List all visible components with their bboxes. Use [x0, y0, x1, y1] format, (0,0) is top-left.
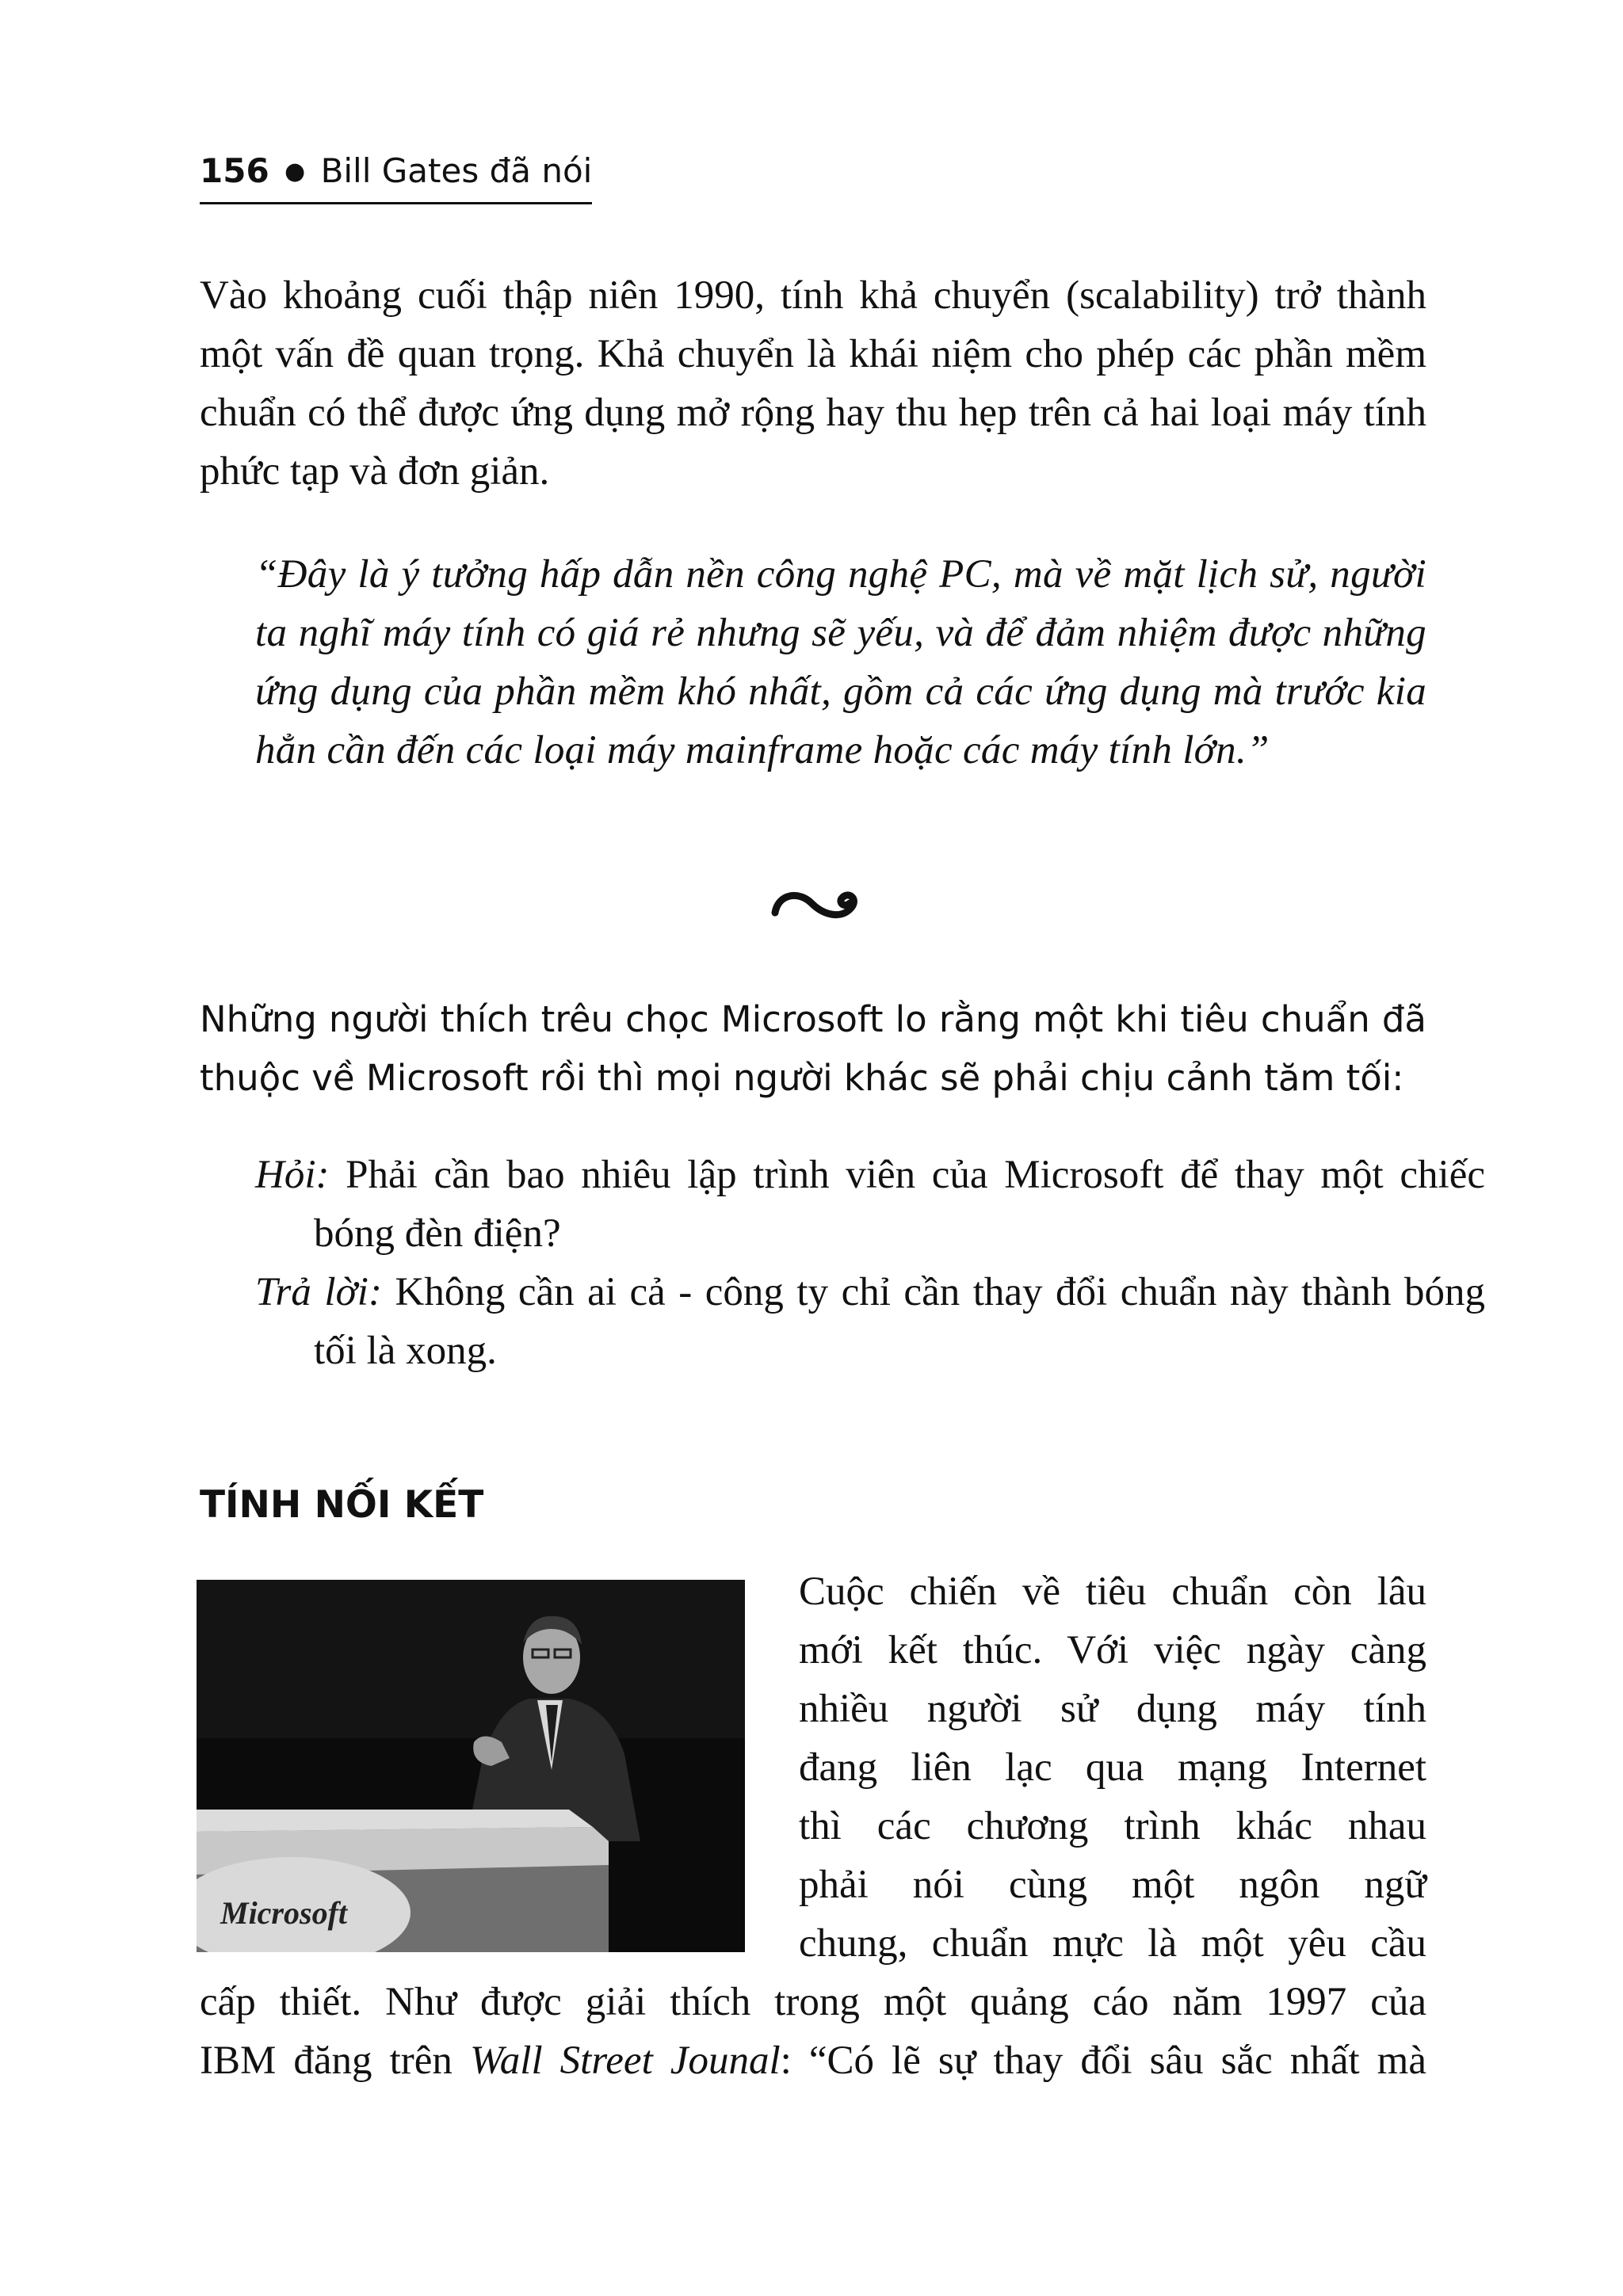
question-label: Hỏi: [255, 1153, 330, 1197]
answer-text: Không cần ai cả - công ty chỉ cần thay đổi chuẩn này thành bóng tối là xong. [314, 1270, 1486, 1373]
continued-line [200, 2031, 1426, 2090]
paragraph-connectivity-wrapped [799, 1562, 1426, 1973]
continued-text: IBM đăng trên [200, 2039, 470, 2083]
joke-answer [255, 1263, 1485, 1380]
wrapped-line: thì các chương trình khác nhau [799, 1804, 1426, 1848]
paragraph-scalability: Vào khoảng cuối thập niên 1990, tính khả chuyển (scalability) trở thành một vấn đề quan trọng. Khả chuyển là khái niệm cho phép các phần mềm chuẩn có thể được ứng dụng mở rộng hay thu hẹp trên cả hai loại máy tính phức tạp và đơn giản. [200, 273, 1426, 494]
wrapped-line: mới kết thúc. Với việc ngày càng [799, 1628, 1426, 1672]
wrapped-line: chung, chuẩn mực là một yêu cầu [799, 1921, 1426, 1966]
podium-logo-text: Microsoft [220, 1895, 347, 1931]
wrapped-line: Cuộc chiến về tiêu chuẩn còn lâu [799, 1569, 1426, 1614]
wrapped-line: nhiều người sử dụng máy tính [799, 1687, 1426, 1731]
section-heading: TÍNH NỐI KẾT [200, 1483, 484, 1527]
paragraph-connectivity-continued [200, 1973, 1426, 2090]
question-text: Phải cần bao nhiêu lập trình viên của Microsoft để thay một chiếc bóng đèn điện? [314, 1153, 1485, 1256]
swirl-ornament-icon [769, 879, 872, 927]
block-quote: “Đây là ý tưởng hấp dẫn nền công nghệ PC, mà về mặt lịch sử, người ta nghĩ máy tính có giá rẻ nhưng sẽ yếu, và để đảm nhiệm được những ứng dụng của phần mềm khó nhất, gồm cả các ứng dụng mà trước kia hẳn cần đến các loại máy mainframe hoặc các máy tính lớn.” [255, 552, 1426, 772]
speaker-photo [197, 1580, 745, 1952]
wrapped-line: phải nói cùng một ngôn ngữ [799, 1863, 1426, 1907]
answer-label: Trả lời: [255, 1270, 382, 1314]
wrapped-line: đang liên lạc qua mạng Internet [799, 1745, 1426, 1790]
joke-question [255, 1146, 1485, 1263]
speaker-at-podium-illustration [197, 1580, 745, 1952]
book-title: Bill Gates đã nói [320, 151, 593, 190]
running-header [200, 151, 592, 204]
newspaper-title: Wall Street Jounal [469, 2039, 781, 2083]
continued-line: cấp thiết. Như được giải thích trong một quảng cáo năm 1997 của [200, 1980, 1426, 2024]
paragraph-microsoft-critics: Những người thích trêu chọc Microsoft lo rằng một khi tiêu chuẩn đã thuộc về Microsoft rồi thì mọi người khác sẽ phải chịu cảnh tăm tối: [200, 998, 1426, 1099]
page-number: 156 [200, 151, 269, 190]
continued-text: : “Có lẽ sự thay đổi sâu sắc nhất mà [780, 2039, 1426, 2083]
bullet-separator-icon: ● [285, 158, 306, 185]
